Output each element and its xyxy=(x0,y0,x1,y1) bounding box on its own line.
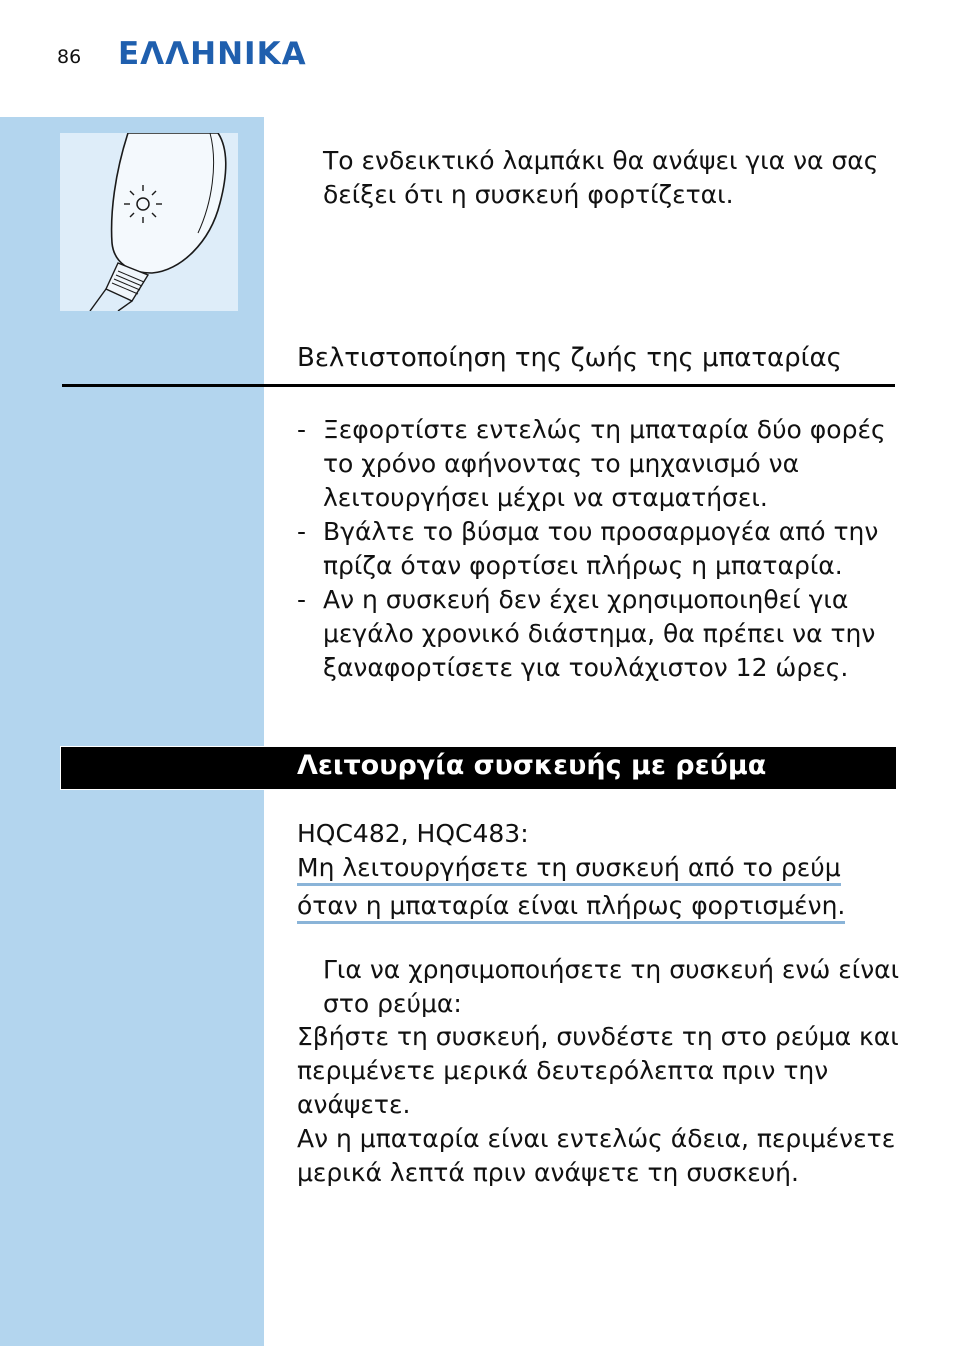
instruction-lead: Για να χρησιμοποιήσετε τη συσκευή ενώ είναι στο ρεύμα: xyxy=(323,955,900,1018)
mains-warning xyxy=(297,851,845,927)
instruction-body xyxy=(297,1020,907,1190)
list-bullet: - xyxy=(297,517,307,546)
battery-tips-list xyxy=(297,413,907,685)
list-item-text: Ξεφορτίστε εντελώς τη μπαταρία δύο φορές το χρόνο αφήνοντας το μηχανισμό να λειτουργήσει μέχρι να σταματήσει. xyxy=(323,415,886,512)
list-item-text: Βγάλτε το βύσμα του προσαρμογέα από την πρίζα όταν φορτίσει πλήρως η μπαταρία. xyxy=(323,517,879,580)
list-item xyxy=(297,413,907,515)
mains-section-heading: Λειτουργία συσκευής με ρεύμα xyxy=(297,750,767,781)
section-label: ΕΛΛΗΝΙΚΑ xyxy=(118,36,307,72)
instruction-paragraph: Σβήστε τη συσκευή, συνδέστε τη στο ρεύμα και περιμένετε μερικά δευτερόλεπτα πριν την ανάψετε. xyxy=(297,1022,899,1119)
shaver-charging-icon xyxy=(60,133,238,311)
instruction-paragraph: Αν η μπαταρία είναι εντελώς άδεια, περιμένετε μερικά λεπτά πριν ανάψετε τη συσκευή. xyxy=(297,1124,896,1187)
warning-line: Μη λειτουργήσετε τη συσκευή από το ρεύμ xyxy=(297,852,841,886)
charging-light-illustration xyxy=(60,133,238,311)
list-bullet: - xyxy=(297,585,307,614)
heading-rule xyxy=(62,384,895,387)
page-number: 86 xyxy=(57,46,82,68)
model-numbers: HQC482, HQC483: xyxy=(297,819,529,848)
battery-section-heading: Βελτιστοποίηση της ζωής της μπαταρίας xyxy=(297,343,842,373)
list-item xyxy=(297,583,907,685)
list-item xyxy=(297,515,907,583)
warning-line: όταν η μπαταρία είναι πλήρως φορτισμένη. xyxy=(297,890,845,924)
list-bullet: - xyxy=(297,415,307,444)
charging-indicator-text: Το ενδεικτικό λαμπάκι θα ανάψει για να σας δείξει ότι η συσκευή φορτίζεται. xyxy=(323,146,879,209)
list-item-text: Αν η συσκευή δεν έχει χρησιμοποιηθεί για μεγάλο χρονικό διάστημα, θα πρέπει να την ξαναφορτίσετε για τουλάχιστον 12 ώρες. xyxy=(323,585,876,682)
